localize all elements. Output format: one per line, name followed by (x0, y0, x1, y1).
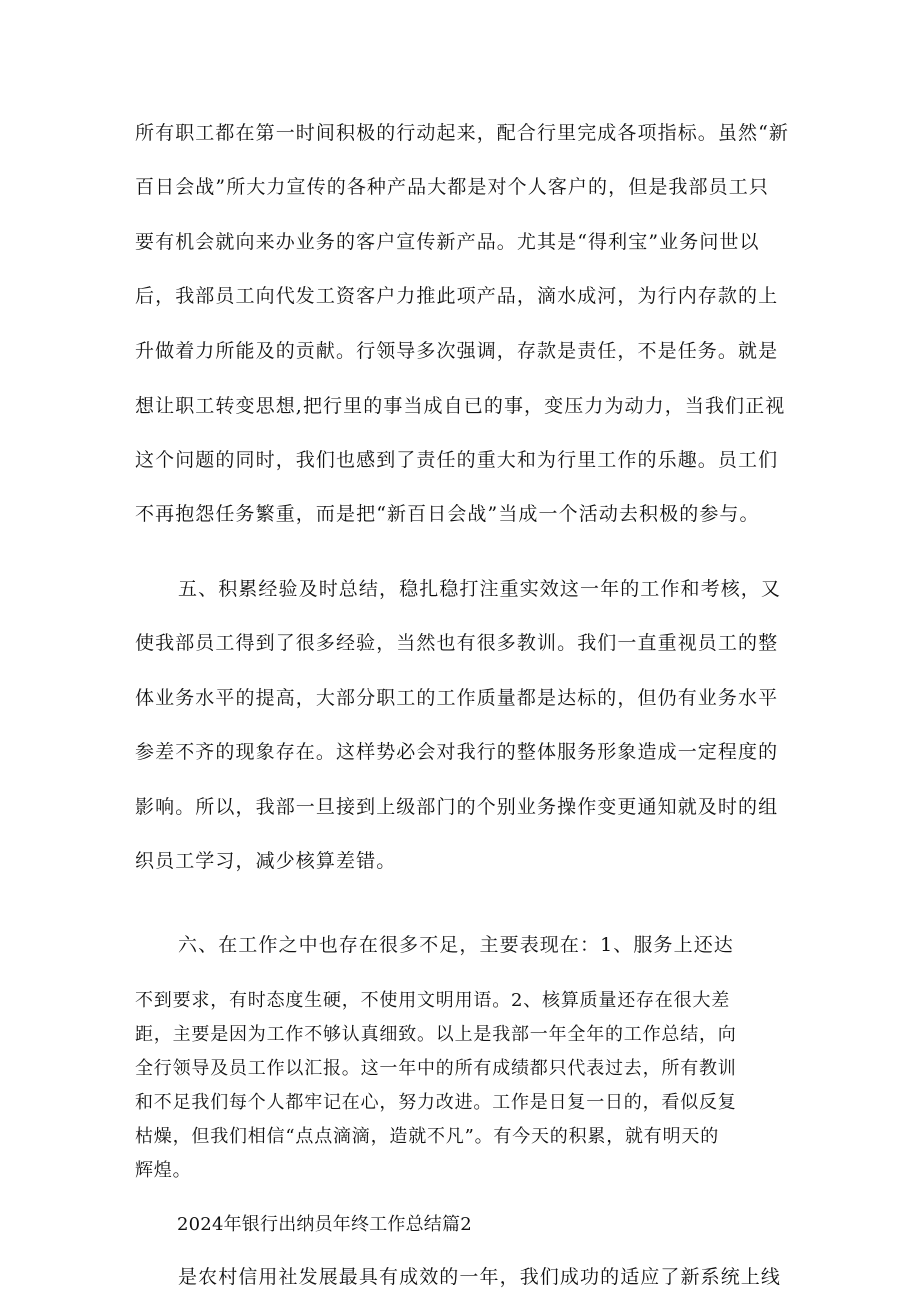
paragraph-line: 全行领导及员工作以汇报。这一年中的所有成绩都只代表过去，所有教训 (135, 1058, 737, 1079)
paragraph-line: 这个问题的同时，我们也感到了责任的重大和为行里工作的乐趣。员工们 (135, 449, 779, 471)
paragraph-line: 影响。所以，我部一旦接到上级部门的个别业务操作变更通知就及时的组 (135, 796, 779, 818)
paragraph-line: 六、在工作之中也存在很多不足，主要表现在：1、服务上还达 (178, 934, 734, 956)
paragraph-line: 枯燥，但我们相信“点点滴滴，造就不凡”。有今天的积累，就有明天的 (135, 1126, 720, 1147)
paragraph-line: 所有职工都在第一时间积极的行动起来，配合行里完成各项指标。虽然“新 (135, 122, 790, 144)
paragraph-line: 体业务水平的提高，大部分职工的工作质量都是达标的，但仍有业务水平 (135, 687, 779, 709)
paragraph-line: 五、积累经验及时总结，稳扎稳打注重实效这一年的工作和考核，又 (178, 578, 782, 600)
paragraph-line: 百日会战”所大力宣传的各种产品大都是对个人客户的，但是我部员工只 (135, 176, 769, 198)
paragraph-line: 升做着力所能及的贡献。行领导多次强调，存款是责任，不是任务。就是 (135, 340, 779, 362)
paragraph-line: 织员工学习，减少核算差错。 (135, 850, 397, 872)
paragraph-line: 辉煌。 (135, 1160, 192, 1181)
paragraph-line: 和不足我们每个人都牢记在心，努力改进。工作是日复一日的，看似反复 (135, 1092, 737, 1113)
paragraph-line: 使我部员工得到了很多经验，当然也有很多教训。我们一直重视员工的整 (135, 632, 779, 654)
paragraph-line: 距，主要是因为工作不够认真细致。以上是我部一年全年的工作总结，向 (135, 1024, 737, 1045)
paragraph-line: 参差不齐的现象存在。这样势必会对我行的整体服务形象造成一定程度的 (135, 741, 779, 763)
paragraph-line: 想让职工转变思想,把行里的事当成自已的事，变压力为动力，当我们正视 (135, 395, 786, 417)
paragraph-line: 后，我部员工向代发工资客户力推此项产品，滴水成河，为行内存款的上 (135, 285, 779, 307)
paragraph-line: 是农村信用社发展最具有成效的一年，我们成功的适应了新系统上线 (178, 1266, 782, 1288)
section-title: 2024年银行出纳员年终工作总结篇2 (177, 1214, 472, 1235)
paragraph-line: 不再抱怨任务繁重，而是把“新百日会战”当成一个活动去积极的参与。 (135, 503, 760, 525)
paragraph-line: 不到要求，有时态度生硬，不使用文明用语。2、核算质量还存在很大差 (135, 990, 731, 1011)
paragraph-line: 要有机会就向来办业务的客户宣传新产品。尤其是“得利宝”业务问世以 (135, 231, 760, 253)
